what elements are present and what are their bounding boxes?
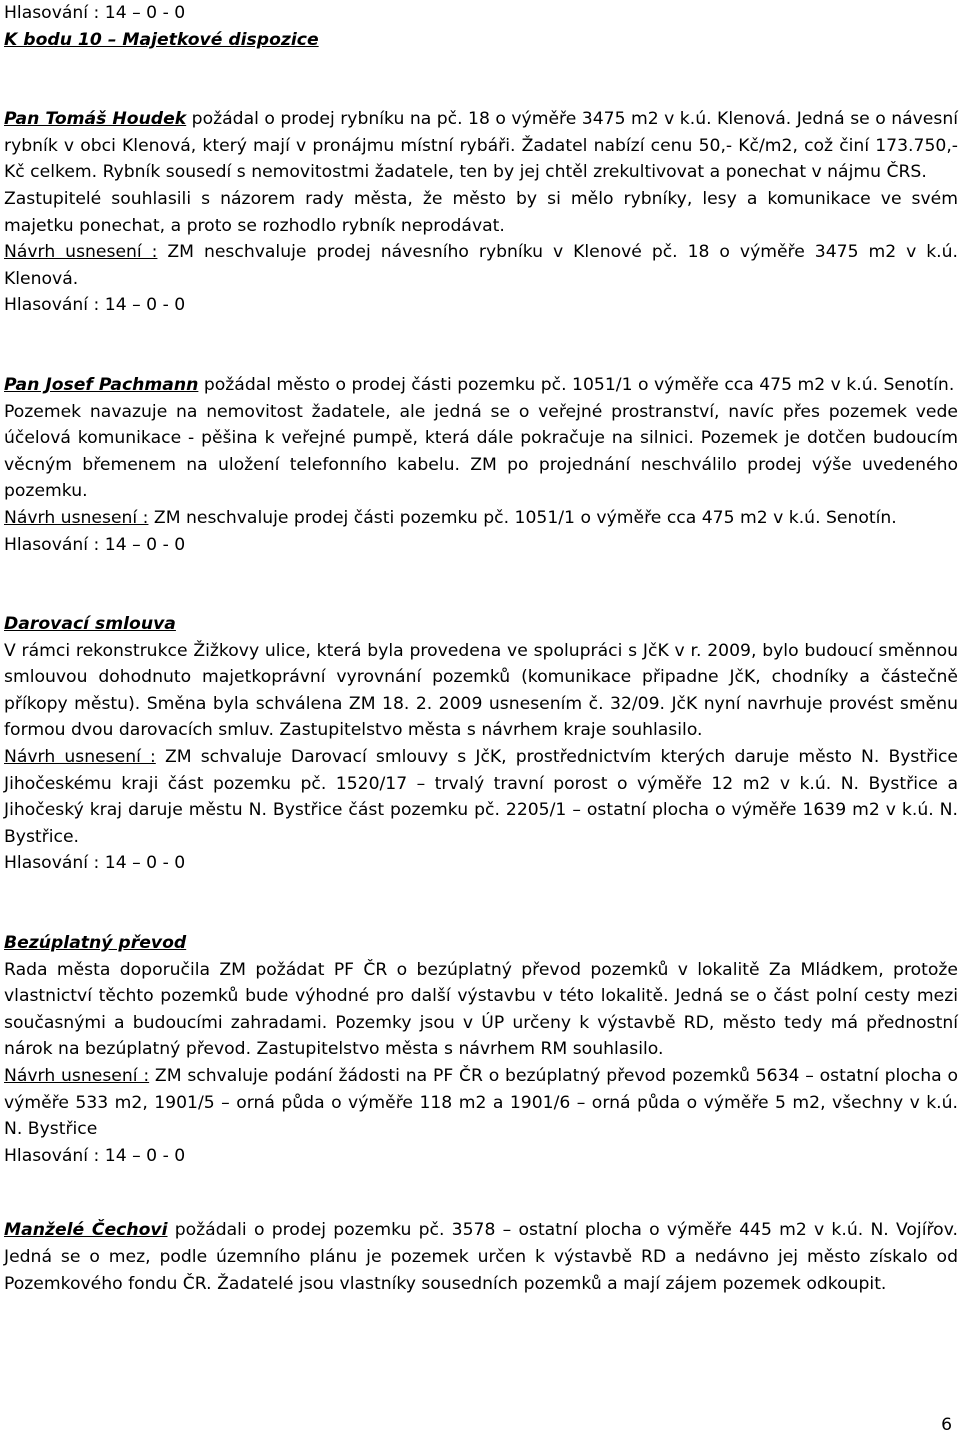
paragraph: Pan Josef Pachmann požádal město o prodej části pozemku pč. 1051/1 o výměře cca 475 m2 v k.ú. Senotín.	[4, 374, 955, 395]
paragraph: Pozemek navazuje na nemovitost žadatele, ale jedná se o veřejné prostranství, navíc přes pozemek vede účelová komunikace - pěšina k veřejné pumpě, která dále pokračuje na silnici. Pozemek je dotčen budoucím věcným břemenem na uložení telefonního kabelu. ZM po projednání neschválilo prodej výše uvedeného pozemku.	[4, 401, 958, 502]
paragraph: Pan Tomáš Houdek požádal o prodej rybníku na pč. 18 o výměře 3475 m2 v k.ú. Klenová. Jedná se o návesní rybník v obci Klenová, který mají v pronájmu místní rybáři. Žadatel nabízí cenu 50,- Kč/m2, což činí 173.750,- Kč celkem. Rybník sousedí s nemovitostmi žadatele, ten by jej chtěl zrekultivovat a ponechat v nájmu ČRS.	[4, 109, 958, 183]
person-name: Pan Tomáš Houdek	[4, 109, 187, 130]
document-body	[4, 0, 958, 1297]
proposal: Návrh usnesení : ZM neschvaluje prodej návesního rybníku v Klenové pč. 18 o výměře 3475 m2 v k.ú. Klenová.	[4, 242, 958, 289]
section-heading-donation: Darovací smlouva	[4, 614, 176, 635]
paragraph: Rada města doporučila ZM požádat PF ČR o bezúplatný převod pozemků v lokalitě Za Mládkem, protože vlastnictví těchto pozemků bude výhodné pro další výstavbu v této lokalitě. Jedná se o část polní cesty mezi současnými a budoucími zahradami. Pozemky jsou v ÚP určeny k výstavbě RD, město tedy má přednostní nárok na bezúplatný převod. Zastupitelstvo města s návrhem RM souhlasilo.	[4, 959, 958, 1060]
proposal-label: Návrh usnesení :	[4, 242, 158, 263]
proposal: Návrh usnesení : ZM schvaluje podání žádosti na PF ČR o bezúplatný převod pozemků 5634 – ostatní plocha o výměře 533 m2, 1901/5 – orná půda o výměře 118 m2 a 1901/6 – orná půda o výměře 5 m2, všechny v k.ú. N. Bystřice	[4, 1066, 958, 1140]
proposal-label: Návrh usnesení :	[4, 747, 156, 768]
paragraph: Zastupitelé souhlasili s názorem rady města, že město by si mělo rybníky, lesy a komunikace ve svém majetku ponechat, a proto se rozhodlo rybník neprodávat.	[4, 188, 958, 236]
person-name: Manželé Čechovi	[4, 1220, 168, 1241]
paragraph: V rámci rekonstrukce Žižkovy ulice, která byla provedena ve spolupráci s JčK v r. 2009, bylo budoucí směnnou smlouvou dohodnuto majetkoprávní vyrovnání pozemků (komunikace připadne JčK, chodníky a částečně příkopy městu). Směna byla schválena ZM 18. 2. 2009 usnesením č. 32/09. JčK nyní navrhuje provést směnu formou dvou darovacích smluv. Zastupitelstvo města s návrhem kraje souhlasilo.	[4, 640, 958, 741]
proposal-label: Návrh usnesení :	[4, 1066, 150, 1086]
proposal: Návrh usnesení : ZM schvaluje Darovací smlouvy s JčK, prostřednictvím kterých daruje město N. Bystřice Jihočeskému kraji část pozemku pč. 1520/17 – trvalý travní porost o výměře 12 m2 v k.ú. N. Bystřice a Jihočeský kraj daruje městu N. Bystřice část pozemku pč. 2205/1 – ostatní plocha o výměře 1639 m2 v k.ú. N. Bystřice.	[4, 747, 958, 847]
vote-result: Hlasování : 14 – 0 - 0	[4, 1145, 186, 1166]
vote-result: Hlasování : 14 – 0 - 0	[4, 853, 186, 874]
section-heading-property: K bodu 10 – Majetkové dispozice	[4, 29, 319, 50]
proposal-label: Návrh usnesení :	[4, 507, 149, 528]
person-name: Pan Josef Pachmann	[4, 374, 199, 395]
proposal: Návrh usnesení : ZM neschvaluje prodej části pozemku pč. 1051/1 o výměře cca 475 m2 v k.ú. Senotín.	[4, 507, 897, 528]
vote-result: Hlasování : 14 – 0 - 0	[4, 3, 186, 23]
vote-result: Hlasování : 14 – 0 - 0	[4, 534, 186, 555]
paragraph: Manželé Čechovi požádali o prodej pozemku pč. 3578 – ostatní plocha o výměře 445 m2 v k.ú. N. Vojířov. Jedná se o mez, podle územního plánu je pozemek určen k výstavbě RD a nedávno jej město získalo od Pozemkového fondu ČR. Žadatelé jsou vlastníky sousedních pozemků a mají zájem pozemek odkoupit.	[4, 1220, 958, 1294]
page-number: 6	[941, 1415, 952, 1435]
vote-result: Hlasování : 14 – 0 - 0	[4, 295, 186, 316]
section-heading-transfer: Bezúplatný převod	[4, 933, 187, 954]
